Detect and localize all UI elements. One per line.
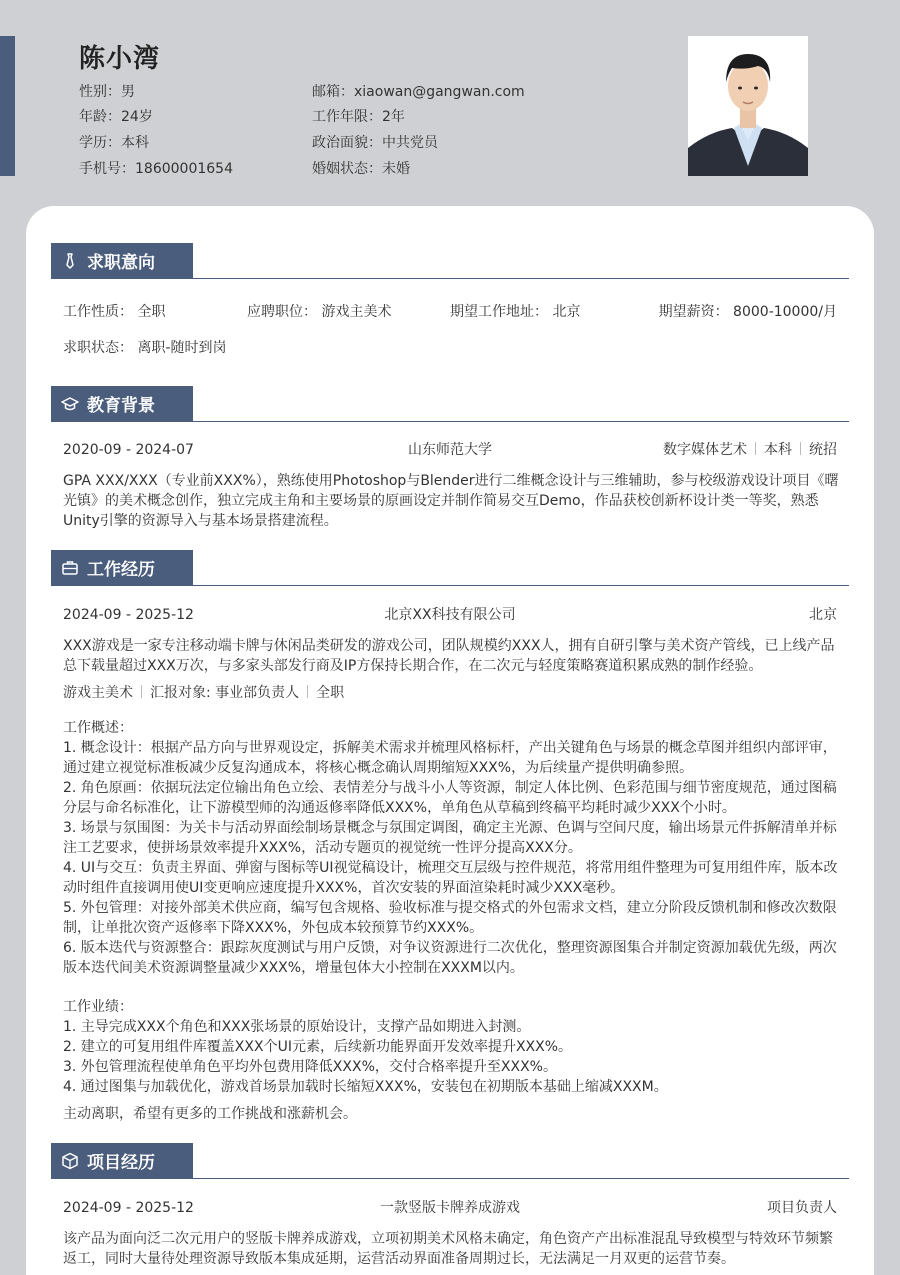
project-description: 该产品为面向泛二次元用户的竖版卡牌养成游戏，立项初期美术风格未确定，角色资产产出标准混乱导致模型与特效环节频繁返工，同时大量待处理资源导致版本集成延期，运营活动界面准备周期过长，无法满足一月双更的运营节奏。 [63,1231,833,1267]
work-company: 北京XX科技有限公司 [384,607,516,623]
overview-item: 1. 概念设计：根据产品方向与世界观设定，拆解美术需求并梳理风格标杆，产出关键角色与场景的概念草图并组织内部评审，通过建立视觉标准板减少反复沟通成本，将核心概念确认周期缩短XXX%，为后续量产提供明确参照。 [63,740,837,776]
person-portrait-icon [688,36,808,176]
education-major: 数字媒体艺术 [663,442,747,458]
result-item: 1. 主导完成XXX个角色和XXX张场景的原始设计，支撑产品如期进入封测。 [63,1019,531,1035]
project-role: 项目负责人 [767,1200,837,1216]
education-description: GPA XXX/XXX（专业前XXX%），熟练使用Photoshop与Blender进行二维概念设计与三维辅助，参与校级游戏设计项目《曙光镇》的美术概念创作，独立完成主角和主要场景的原画设定并制作简易交互Demo，作品获校创新杯设计类一等奖，熟悉Unity引擎的资源导入与基本场景搭建流程。 [63,473,839,529]
work-results [63,997,841,1097]
section-project [51,1143,849,1179]
tie-icon [61,252,79,270]
work-row [63,605,837,625]
work-city: 北京 [809,607,837,623]
work-report: 汇报对象: 事业部负责人 [150,685,300,701]
overview-item: 2. 角色原画：依据玩法定位输出角色立绘、表情差分与战斗小人等资源，制定人体比例、色彩范围与细节密度规范，通过图稿分层与命名标准化，让下游模型师的沟通返修率降低XXX%，单角色从草稿到终稿平均耗时减少XXX个小时。 [63,780,837,816]
section-intent [51,243,849,279]
section-education [51,386,849,422]
political-status: 政治面貌：中共党员 [312,135,438,151]
company-intro: XXX游戏是一家专注移动端卡牌与休闲品类研发的游戏公司，团队规模约XXX人，拥有自研引擎与美术资产管线，已上线产品总下载量超过XXX万次，与多家头部发行商及IP方保持长期合作，在二次元与轻度策略赛道积累成熟的制作经验。 [63,638,835,674]
work-period: 2024-09 - 2025-12 [63,607,194,623]
gender: 性别：男 [79,84,135,100]
work-years: 工作年限：2年 [312,109,405,125]
job-status: 求职状态： 离职-随时到岗 [63,340,227,356]
education-level: 学历：本科 [79,135,149,151]
resume-body [26,206,874,1275]
section-work-label: 工作经历 [87,560,155,580]
leave-reason: 主动离职，希望有更多的工作挑战和涨薪机会。 [63,1106,357,1122]
section-education-title [51,386,193,421]
section-project-label: 项目经历 [87,1153,155,1173]
section-work-title [51,550,193,585]
result-item: 4. 通过图集与加载优化，游戏首场景加载时长缩短XXX%，安装包在初期版本基础上缩减XXXM。 [63,1079,668,1095]
job-location: 期望工作地址： 北京 [450,304,581,320]
work-overview-title: 工作概述： [63,720,133,736]
section-project-title [51,1143,193,1178]
graduation-cap-icon [61,395,79,413]
job-position: 应聘职位： 游戏主美术 [247,304,392,320]
project-row [63,1198,837,1218]
section-intent-title [51,243,193,278]
accent-bar [0,36,15,176]
work-results-title: 工作业绩： [63,999,133,1015]
education-period: 2020-09 - 2024-07 [63,442,194,458]
overview-item: 4. UI与交互：负责主界面、弹窗与图标等UI视觉稿设计，梳理交互层级与控件规范，将常用组件整理为可复用组件库，版本改动时组件直接调用使UI变更响应速度提升XXX%，首次安装的界面渲染耗时减少XXX毫秒。 [63,860,838,896]
age: 年龄：24岁 [79,109,153,125]
candidate-name: 陈小湾 [79,44,161,74]
cube-icon [61,1152,79,1170]
section-education-label: 教育背景 [87,396,155,416]
education-school: 山东师范大学 [408,442,492,458]
resume-header [0,0,900,206]
overview-item: 6. 版本迭代与资源整合：跟踪灰度测试与用户反馈，对争议资源进行二次优化，整理资源图集合并制定资源加载优先级，两次版本迭代间美术资源调整量减少XXX%，增量包体大小控制在XXXM以内。 [63,940,837,976]
project-name: 一款竖版卡牌养成游戏 [380,1200,520,1216]
education-meta [663,440,837,460]
education-row [63,440,837,460]
project-period: 2024-09 - 2025-12 [63,1200,194,1216]
section-work [51,550,849,586]
work-type: 全职 [316,685,345,701]
overview-item: 5. 外包管理：对接外部美术供应商，编写包含规格、验收标准与提交格式的外包需求文档，建立分阶段反馈机制和修改次数限制，让单批次资产返修率下降XXX%，外包成本较预算节约XXX%。 [63,900,837,936]
email: 邮箱：xiaowan@gangwan.com [312,84,525,100]
job-salary: 期望薪资： 8000-10000/月 [658,304,837,320]
section-intent-label: 求职意向 [87,253,155,273]
result-item: 2. 建立的可复用组件库覆盖XXX个UI元素，后续新功能界面开发效率提升XXX%。 [63,1039,573,1055]
marital-status: 婚姻状态：未婚 [312,161,410,177]
job-nature: 工作性质： 全职 [63,304,166,320]
work-overview [63,718,841,978]
phone: 手机号：18600001654 [79,161,233,177]
result-item: 3. 外包管理流程使单角色平均外包费用降低XXX%，交付合格率提升至XXX%。 [63,1059,557,1075]
briefcase-icon [61,559,79,577]
avatar-photo [688,36,808,176]
education-degree: 本科 [764,442,792,458]
intent-row-2 [63,338,837,358]
education-type: 统招 [809,442,837,458]
work-role-line [63,683,837,703]
work-role: 游戏主美术 [63,685,133,701]
overview-item: 3. 场景与氛围图：为关卡与活动界面绘制场景概念与氛围定调图，确定主光源、色调与空间尺度，输出场景元件拆解清单并标注工艺要求，使拼场景效率提升XXX%，活动专题页的视觉统一性评分提高XXX分。 [63,820,837,856]
